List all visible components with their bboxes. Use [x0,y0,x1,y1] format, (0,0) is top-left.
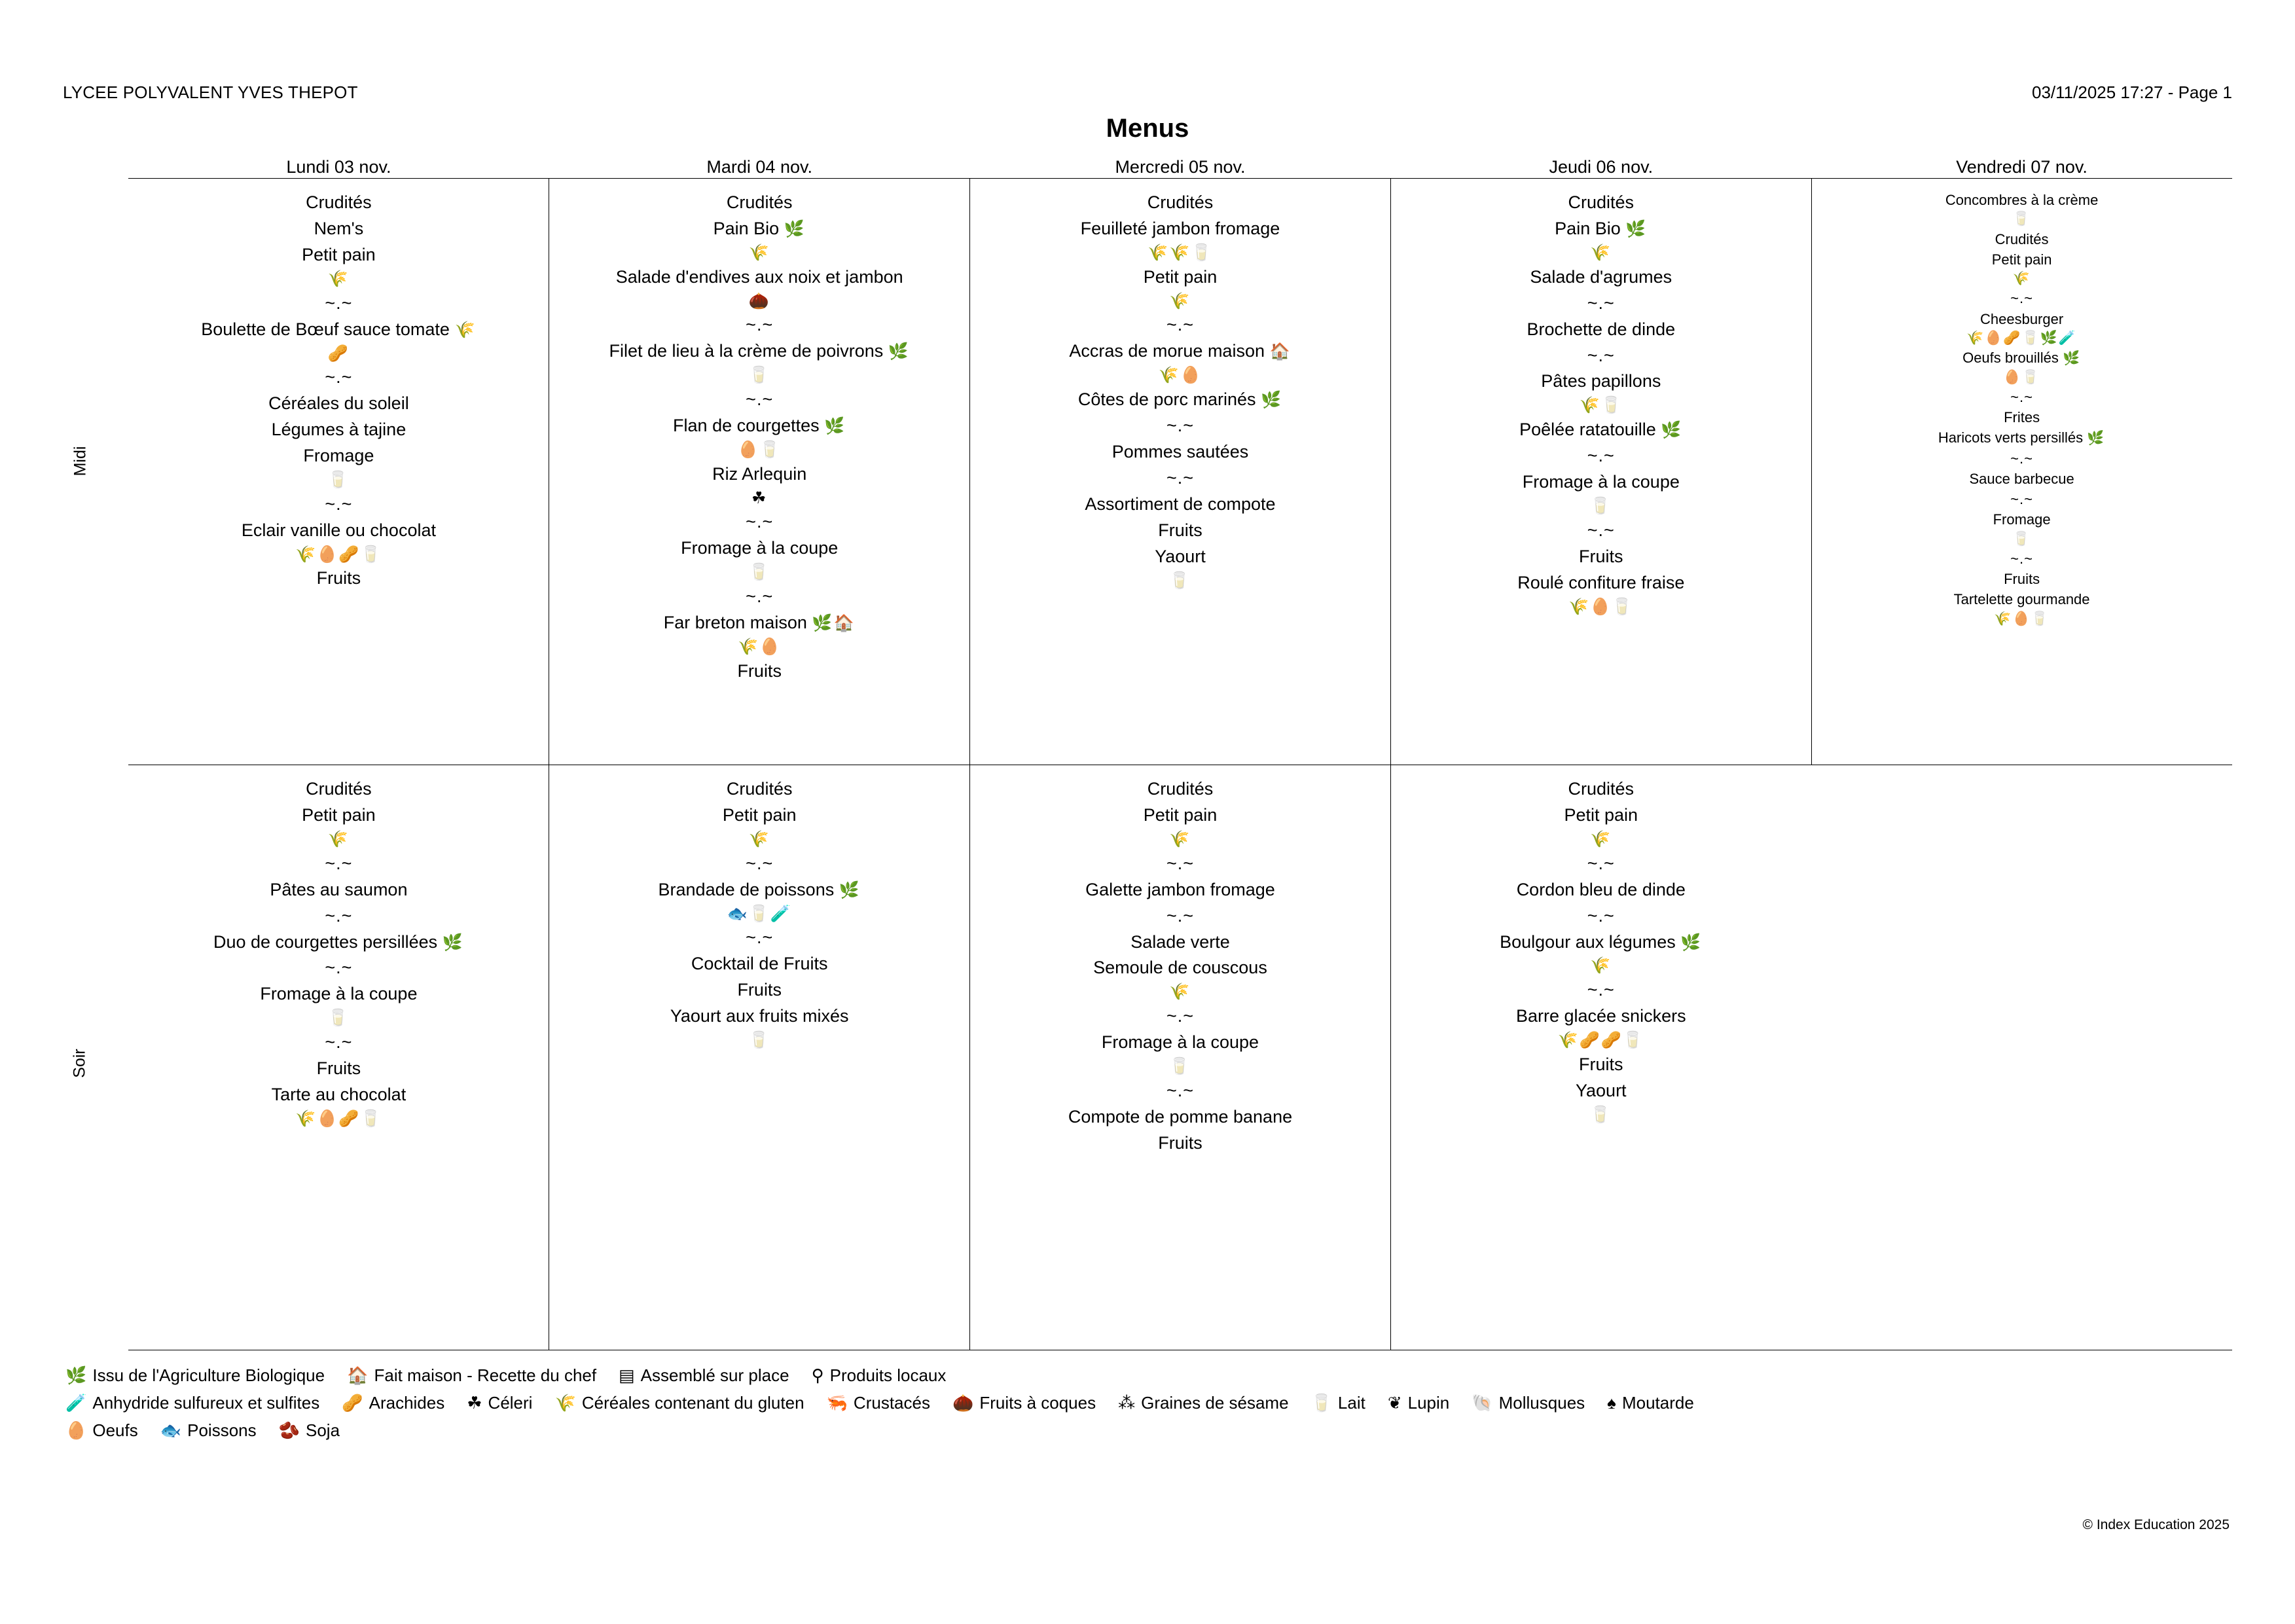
menu-entry-label: Yaourt [1576,1080,1627,1100]
menu-entry [557,877,962,903]
menu-entry-icons: 🌰 [748,291,770,310]
menu-separator: ~.~ [1166,853,1195,873]
menu-entry-label: Fromage [303,446,374,466]
menu-entry-icons: 🌿 [824,416,846,435]
menu-entry-icons: 🌾 [1590,956,1612,975]
legend-item [1311,1389,1365,1416]
legend-item-label: Céréales contenant du gluten [581,1393,804,1413]
menu-entry-icons: 🌾🥜🥜🥛 [1557,1031,1645,1050]
menu-entry-label: Duo de courgettes persillées [213,931,443,952]
menu-entry-icons: 🌾🥚 [1158,366,1202,385]
menu-entry-label: Cordon bleu de dinde [1516,879,1686,899]
menu-entry-label: Fruits [1158,520,1202,540]
menu-cell-lunch-mardi [549,178,970,765]
day-header-vendredi: Vendredi 07 nov. [1956,157,2087,177]
menu-entry-label: Pommes sautées [1111,441,1249,461]
menu-entry-icons: 🌿 [2087,431,2106,446]
legend-item-label: Crustacés [853,1393,930,1413]
menu-entry-icons: 🌿 [1661,421,1683,440]
menu-entry-label: Brochette de dinde [1527,319,1676,339]
menu-separator: ~.~ [2010,550,2033,567]
menu-separator: ~.~ [325,1032,353,1053]
milk-icon: 🥛 [1310,1393,1332,1413]
legend-item [65,1362,325,1389]
menu-entry-label: Fruits [737,660,782,681]
legend-item [347,1362,596,1389]
legend-item [619,1362,789,1389]
menu-entry-label: Flan de courgettes [673,415,825,435]
day-header-mardi: Mardi 04 nov. [706,157,812,177]
legend-item-label: Graines de sésame [1141,1393,1289,1413]
legend-item-label: Fruits à coques [979,1393,1096,1413]
menu-entry-icons: 🌾 [1169,983,1191,1001]
lupin-icon: ❦ [1387,1393,1402,1413]
menu-entry-icons: 🥛 [327,471,350,490]
mollusc-icon: 🐚 [1472,1393,1493,1413]
legend-item [812,1362,947,1389]
legend-item [467,1389,532,1416]
menu-entry-icons: 🌿 [2062,351,2082,367]
menu-cell-dinner-lundi [128,765,549,1351]
soy-icon: 🫘 [278,1420,300,1441]
menu-entry [978,338,1383,365]
menu-entry [1819,348,2224,368]
legend-item [1388,1389,1449,1416]
legend-item [65,1389,319,1416]
fish-icon: 🐟 [160,1420,182,1441]
legend-item [952,1389,1096,1416]
day-header-mercredi: Mercredi 05 nov. [1115,157,1246,177]
menu-entry-label: Galette jambon fromage [1085,879,1275,899]
legend-item-label: Mollusques [1498,1393,1585,1413]
legend-item-label: Fait maison - Recette du chef [374,1365,597,1385]
menu-entry-label: Salade verte [1130,931,1230,952]
menu-cell-lunch-vendredi [1811,178,2232,765]
menu-entry-label: Eclair vanille ou chocolat [241,520,436,540]
menu-entry-label: Fromage [1993,511,2051,528]
menu-separator: ~.~ [1587,293,1615,313]
menu-separator: ~.~ [2010,388,2033,405]
legend-item [1472,1389,1585,1416]
menu-entry-icons: 🥛 [2012,211,2031,227]
legend-item-label: Moutarde [1621,1393,1694,1413]
legend-item-label: Issu de l'Agriculture Biologique [92,1365,325,1385]
menu-separator: ~.~ [1587,345,1615,365]
legend-item-label: Soja [306,1420,340,1441]
menu-separator: ~.~ [325,293,353,313]
day-header-lundi: Lundi 03 nov. [286,157,391,177]
menu-entry-label: Assortiment de compote [1085,494,1276,514]
local-produce-icon: ⚲ [811,1365,824,1385]
menu-separator: ~.~ [1166,905,1195,926]
menu-entry-label: Côtes de porc marinés [1077,389,1261,410]
menu-entry-label: Crudités [1147,779,1214,799]
menu-entry-icons: 🥛 [748,366,770,385]
establishment-name: LYCEE POLYVALENT YVES THEPOT [63,82,358,102]
menu-entry-icons: 🌿🏠 [812,613,856,632]
menu-separator: ~.~ [1166,1080,1195,1100]
legend-item [1118,1389,1288,1416]
legend-item-label: Lupin [1407,1393,1450,1413]
menu-entry-icons: 🌾 [1169,291,1191,310]
menu-cell-lunch-lundi [128,178,549,765]
menu-entry-label: Crudités [306,192,372,212]
menu-entry-label: Tarte au chocolat [271,1085,407,1105]
menu-entry-icons: 🥛 [1590,497,1612,516]
menu-cell-dinner-jeudi [1390,765,1811,1351]
menu-entry-label: Boulette de Bœuf sauce tomate [201,319,455,339]
menu-separator: ~.~ [2010,450,2033,467]
menu-entry-label: Crudités [1147,192,1214,212]
menu-entry-label: Fromage à la coupe [681,538,839,558]
legend-row-origin [65,1362,2226,1389]
menu-entry [557,413,962,439]
menu-entry-icons: 🌾🥚🥛 [1568,597,1634,616]
menu-entry-label: Sauce barbecue [1969,470,2074,487]
menu-entry-icons: 🌿 [888,342,910,361]
menu-entry-label: Salade d'endives aux noix et jambon [615,266,903,287]
menu-entry-icons: ☘ [751,488,768,507]
menu-entry [1398,216,1803,242]
menu-separator: ~.~ [2010,491,2033,508]
menu-cell-lunch-jeudi [1390,178,1811,765]
page-title: Menus [1106,114,1189,143]
legend-item-label: Assemblé sur place [640,1365,789,1385]
menu-entry-icons: 🐟🥛🧪 [727,904,792,923]
menu-entry-label: Légumes à tajine [271,420,407,440]
menu-entry-icons: 🏠 [1269,342,1292,361]
menu-entry-label: Roulé confiture fraise [1517,572,1685,592]
menu-entry-icons: 🥚🥛 [738,440,782,459]
row-label-dinner: Soir [70,1049,89,1078]
menu-entry-label: Feuilleté jambon fromage [1080,218,1280,238]
menu-cell-dinner-vendredi [1811,765,2232,1351]
legend-item [160,1416,257,1444]
menu-separator: ~.~ [325,494,353,514]
row-label-lunch: Midi [71,446,90,477]
legend-item-label: Anhydride sulfureux et sulfites [92,1393,320,1413]
sesame-icon: ⁂ [1118,1393,1136,1413]
menu-separator: ~.~ [746,928,774,948]
menu-entry-label: Petit pain [722,804,797,825]
menu-entry-icons: 🌾 [1590,243,1612,262]
menu-entry [136,929,541,956]
menu-entry-icons: 🌾 [1590,829,1612,848]
menu-entry-label: Petit pain [302,244,376,264]
menu-entry-label: Crudités [1568,779,1635,799]
menu-separator: ~.~ [1166,415,1195,435]
menu-separator: ~.~ [325,853,353,873]
menu-entry-label: Pâtes au saumon [270,879,408,899]
menu-entry-label: Céréales du soleil [268,393,409,414]
legend-item [65,1416,138,1444]
menu-entry-label: Crudités [306,779,372,799]
menu-entry [1819,427,2224,448]
nuts-icon: 🌰 [952,1393,974,1413]
menu-entry-label: Cocktail de Fruits [691,954,828,974]
legend-row-allergens-2 [65,1416,2226,1444]
menu-cell-dinner-mardi [549,765,970,1351]
mustard-icon: ♠ [1607,1393,1616,1413]
menu-entry-label: Petit pain [1143,804,1218,825]
menu-entry [557,216,962,242]
legend-row-allergens-1 [65,1389,2226,1416]
menu-cell-lunch-mercredi [970,178,1391,765]
homemade-icon: 🏠 [347,1365,369,1385]
sulfites-icon: 🧪 [65,1393,87,1413]
menu-entry-label: Fromage à la coupe [260,984,418,1004]
menu-entry-icons: 🌾🥛 [1579,396,1623,415]
print-timestamp: 03/11/2025 17:27 - Page 1 [2032,82,2232,102]
menu-entry-icons: 🥛 [1169,571,1191,590]
menu-entry-label: Oeufs brouillés [1962,350,2063,367]
menu-entry-label: Fruits [316,1058,361,1079]
menu-entry-label: Fruits [1579,1054,1623,1074]
menu-entry-label: Fruits [1579,546,1623,566]
menu-separator: ~.~ [746,512,774,532]
menu-entry-label: Far breton maison [663,612,812,632]
menu-entry-label: Crudités [1568,192,1635,212]
menu-entry-label: Nem's [314,218,364,238]
menu-entry-icons: 🥛 [1590,1105,1612,1124]
menu-entry-label: Petit pain [1143,266,1218,287]
menu-separator: ~.~ [325,905,353,926]
legend-item-label: Arachides [369,1393,445,1413]
legend-item-label: Lait [1337,1393,1365,1413]
egg-icon: 🥚 [65,1420,87,1441]
menu-entry-icons: 🌿 [1680,933,1703,952]
menu-entry-label: Boulgour aux légumes [1500,931,1681,952]
day-header-jeudi: Jeudi 06 nov. [1549,157,1653,177]
legend-item [554,1389,804,1416]
menu-entry [1398,929,1803,956]
menu-entry-icons: 🥚🥛 [2003,369,2040,385]
menu-entry-label: Petit pain [1991,251,2052,268]
menu-entry [557,610,962,636]
menu-cell-dinner-mercredi [970,765,1391,1351]
menu-entry-label: Frites [2004,409,2040,426]
menu-entry-icons: 🥛 [327,1009,350,1028]
menu-entry-icons: 🌾🌾🥛 [1148,243,1213,262]
menu-entry-label: Accras de morue maison [1069,341,1270,361]
menu-separator: ~.~ [1166,315,1195,335]
menu-entry-icons: 🌾🥚🥜🥛 [295,1109,382,1128]
menu-separator: ~.~ [1587,520,1615,540]
menu-entry-icons: 🥛 [1169,1057,1191,1076]
menu-entry-label: Pâtes papillons [1541,371,1661,391]
menu-separator: ~.~ [746,586,774,607]
menu-entry-icons: 🥛 [2012,531,2031,547]
menu-entry-label: Brandade de poissons [658,879,839,899]
menu-entry-icons: 🌿 [784,219,806,238]
menu-entry [1398,417,1803,443]
menu-entry-label: Barre glacée snickers [1515,1006,1686,1026]
menu-entry-label: Poêlée ratatouille [1519,420,1661,440]
menu-separator: ~.~ [746,853,774,873]
menu-entry-icons: 🥜 [327,344,350,363]
menu-entry-label: Pain Bio [1555,218,1626,238]
assembled-icon: ▤ [619,1365,635,1385]
menu-entry-label: Salade d'agrumes [1530,266,1672,287]
menu-entry-icons: 🌾 [748,829,770,848]
legend-item-label: Oeufs [92,1420,138,1441]
legend-item [342,1389,444,1416]
menu-entry-label: Fromage à la coupe [1522,472,1680,492]
menu-entry-label: Pain Bio [713,218,784,238]
menu-entry-label: Crudités [726,192,793,212]
menu-entry-label: Compote de pomme banane [1068,1106,1293,1127]
menu-entry-label: Semoule de couscous [1093,958,1267,978]
menu-entry-label: Filet de lieu à la crème de poivrons [609,341,888,361]
menu-entry-label: Crudités [1995,230,2049,247]
menu-entry-label: Riz Arlequin [712,463,807,484]
peanut-icon: 🥜 [342,1393,363,1413]
menu-entry-icons: 🌾🥚🥜🥛 [295,545,382,564]
menu-entry [978,387,1383,413]
menu-entry-icons: 🌾 [748,243,770,262]
menu-entry-icons: 🌾 [327,829,350,848]
menu-entry-icons: 🌿 [442,933,464,952]
menu-entry-label: Haricots verts persillés [1938,429,2087,446]
menu-entry-icons: 🌿 [839,880,861,899]
menu-separator: ~.~ [325,958,353,978]
menu-entry-label: Yaourt [1155,546,1206,566]
menu-entry-label: Cheesburger [1979,310,2064,327]
celery-icon: ☘ [467,1393,482,1413]
menu-separator: ~.~ [1587,905,1615,926]
menu-entry-label: Yaourt aux fruits mixés [670,1006,849,1026]
menu-separator: ~.~ [325,367,353,388]
legend-item [827,1389,930,1416]
menu-separator: ~.~ [1166,467,1195,488]
menu-entry-icons: 🌿 [1625,219,1648,238]
menu-separator: ~.~ [1166,1006,1195,1026]
menu-separator: ~.~ [2010,290,2033,307]
menu-separator: ~.~ [746,315,774,335]
menu-entry-label: Petit pain [1564,804,1638,825]
menu-entry-icons: 🌾 [2012,271,2031,287]
menu-entry-icons: 🌾🥚 [738,637,782,656]
menu-separator: ~.~ [1587,980,1615,1000]
legend-item-label: Céleri [488,1393,533,1413]
menu-separator: ~.~ [1587,446,1615,466]
gluten-icon: 🌾 [554,1393,576,1413]
menu-entry-label: Fromage à la coupe [1101,1032,1259,1053]
legend-item-label: Poissons [187,1420,257,1441]
legend-item [279,1416,340,1444]
menu-entry-icons: 🌿 [1260,391,1283,410]
menu-separator: ~.~ [746,389,774,410]
menu-entry-label: Tartelette gourmande [1953,591,2090,608]
menu-entry-label: Petit pain [302,804,376,825]
menu-entry-icons: 🌾 [454,320,477,339]
menu-separator: ~.~ [1587,853,1615,873]
menu-entry [557,338,962,365]
crustacean-icon: 🦐 [826,1393,848,1413]
menu-entry-label: Fruits [1158,1132,1202,1153]
menu-entry-icons: 🌾 [327,269,350,288]
menu-entry [136,317,541,343]
menu-entry-label: Crudités [726,779,793,799]
organic-icon: 🌿 [65,1365,87,1385]
menu-entry-icons: 🥛 [748,563,770,582]
legend [65,1362,2226,1444]
menu-entry-label: Fruits [737,980,782,1000]
menu-entry-icons: 🌾🥚🥛 [1994,611,2050,626]
menu-entry-icons: 🌾 [1169,829,1191,848]
menu-entry-icons: 🥛 [748,1031,770,1050]
menu-entry-label: Concombres à la crème [1945,192,2099,208]
copyright-footer: © Index Education 2025 [2082,1517,2230,1532]
legend-item [1607,1389,1694,1416]
menu-entry-label: Fruits [316,568,361,588]
menu-entry-icons: 🌾🥚🥜🥛🌿🧪 [1966,330,2078,346]
menu-cells [128,178,2232,1350]
menu-entry-label: Fruits [2004,571,2040,588]
legend-item-label: Produits locaux [829,1365,947,1385]
